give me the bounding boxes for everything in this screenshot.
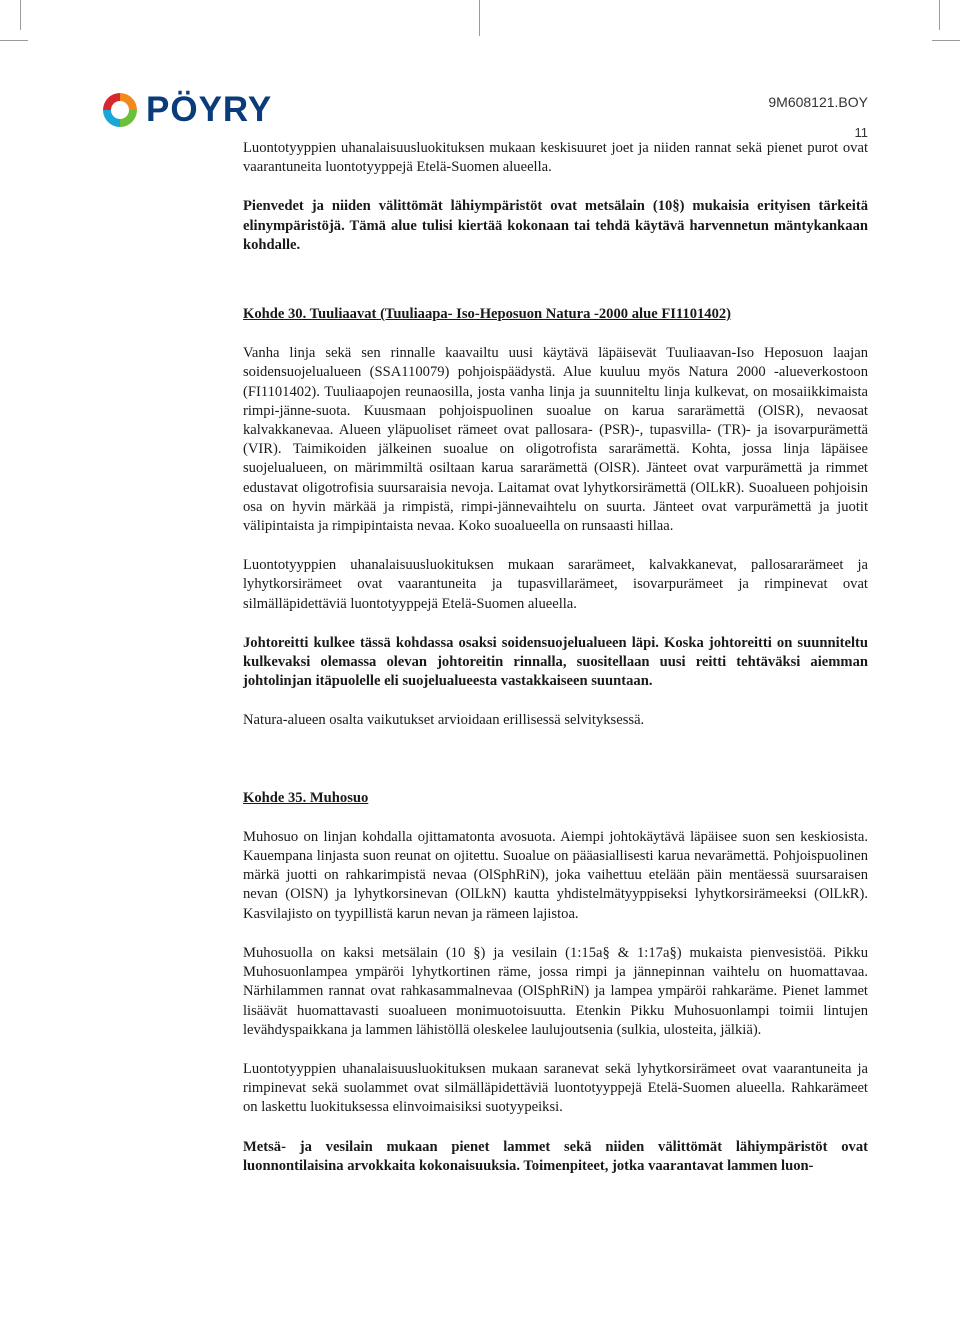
paragraph-bold: Metsä- ja vesilain mukaan pienet lammet sekä niiden välittömät lähiympäristöt ovat luonnontilaisina arvokkaita kokonaisuuksia. Toimenpiteet, jotka vaarantavat lammen luon-: [243, 1138, 868, 1174]
crop-mark-top-mid-v: [479, 0, 480, 36]
paragraph: Luontotyyppien uhanalaisuusluokituksen mukaan keskisuuret joet ja niiden rannat sekä pienet purot ovat vaarantuneita luontotyyppejä Etelä-Suomen alueella.: [243, 140, 868, 176]
paragraph-bold: Pienvedet ja niiden välittömät lähiympäristöt ovat metsälain (10§) mukaisia erityisen tärkeitä elinympäristöjä. Tämä alue tulisi kiertää kokonaan tai tehdä käytävä harvennetun mäntykankaan kohdalle.: [243, 198, 868, 253]
poyry-emblem-icon: [100, 90, 140, 130]
crop-mark-top-left-h: [0, 40, 28, 41]
page-number: 11: [854, 125, 868, 140]
paragraph-bold: Johtoreitti kulkee tässä kohdassa osaksi soidensuojelualueen läpi. Koska johtoreitti on suunniteltu kulkevaksi olemassa olevan johtoreitin rinnalla, suositellaan uusi reitti tehtäväksi aiemman johtolinjan itäpuolelle eli suojelualueesta vastakkaiseen suuntaan.: [243, 634, 868, 690]
crop-mark-top-right-h: [932, 40, 960, 41]
paragraph: Natura-alueen osalta vaikutukset arvioidaan erillisessä selvityksessä.: [243, 712, 645, 729]
paragraph: Vanha linja sekä sen rinnalle kaavailtu uusi käytävä läpäisevät Tuuliaavan-Iso Heposuon laajan soidensuojelualueen (SSA110079) pohjoispäädystä. Alue kuuluu myös Natura 2000 -alueverkostoon (FI1101402). Tuuliaapojen reunaosilla, josta vanha linja ja suunniteltu linja kulkevat, on mosaiikkimaista rimpi-jänne-suota. Kuusmaan pohjoispuolinen suoalue on karua sararämettä (OlSR), nevaosat kalvakkanevaa. Alueen yläpuoliset rämeet ovat pallosara- (PSR)-, tupasvilla- (TR)- ja isovarpurämettä (VIR). Taimikoiden jälkeinen suoalue on oligotrofista sararämettä. Kohta, jossa linja läpäisee suojelualueen, on märimmiltä osiltaan karua sararämettä (OlSR). Jänteet ovat varpurämettä ja rimmet edustavat oligotrofisia suursaraisia nevoja. Laitamat ovat lyhytkorsirämettä (OlLkR). Suoalueen pohjoisin osa on hyvin märkää ja rimpistä, rimpi-jännevaihtelu on suurta. Jänteet ovat varpurämettä ja juotit välipintaista ja rimpipintaista nevaa. Koko suoalueella on runsaasti hillaa.: [243, 345, 868, 535]
logo-wordmark: PÖYRY: [146, 90, 273, 129]
paragraph: Muhosuolla on kaksi metsälain (10 §) ja vesilain (1:15a§ & 1:17a§) mukaista pienvesistöä. Pikku Muhosuonlampea ympäröi lyhytkortinen räme, jossa rimpi ja jännepinnan vaihtelu on huomattavaa. Närhilammen rannat ovat rahkasammalnevaa (OlSphRiN) ja lampea ympäröi rahkaräme. Pienet lammet lisäävät huomattavasti suoalueen monimuotoisuutta. Etenkin Pikku Muhosuonlampi toimii lintujen levähdyspaikkana ja lammen lähistöllä oleskelee laulujoutsenia (sulkia, ulosteita, jälkiä).: [243, 944, 868, 1038]
paragraph: Muhosuo on linjan kohdalla ojittamatonta avosuota. Aiempi johtokäytävä läpäisee suon sen keskiosista. Kauempana linjasta suon reunat on ojitettu. Suoalue on pääasiallisesti karua nevarämettä. Pohjoispuolinen märkä juotti on rahkarimpistä nevaa (OlSphRiN), joka vaihettuu etelään päin mentäessä suursaraisen nevan (OlSN) ja lyhytkorsinevan (OlLkN) kautta yhdistelmätyyppiseksi lyhytkorsirämeeksi (OlLkR). Kasvilajisto on tyypillistä karun nevan ja rämeen lajistoa.: [243, 828, 868, 922]
crop-mark-top-left-v: [20, 0, 21, 30]
paragraph: Luontotyyppien uhanalaisuusluokituksen mukaan saranevat sekä lyhytkorsirämeet ovat vaarantuneita ja rimpinevat sekä suolammet ovat silmälläpidettäviä luontotyyppejä Etelä-Suomen alueella. Rahkarämeet on laskettu luokituksessa elinvoimaisiksi suotyypeiksi.: [243, 1060, 868, 1116]
section-heading-kohde-30: Kohde 30. Tuuliaavat (Tuuliaapa- Iso-Heposuon Natura -2000 alue FI1101402): [243, 306, 732, 323]
document-id: 9M608121.BOY: [768, 94, 868, 110]
paragraph: Luontotyyppien uhanalaisuusluokituksen mukaan sararämeet, kalvakkanevat, pallosararämeet ja lyhytkorsirämeet ovat vaarantuneita ja tupasvillarämeet, isovarpurämeet ja rimpinevat ovat silmälläpidettäviä luontotyyppejä Etelä-Suomen alueella.: [243, 557, 868, 612]
crop-mark-top-right-v: [939, 0, 940, 30]
section-heading-kohde-35: Kohde 35. Muhosuo: [243, 789, 369, 806]
poyry-logo: [100, 90, 272, 130]
page-content: [243, 139, 868, 1176]
